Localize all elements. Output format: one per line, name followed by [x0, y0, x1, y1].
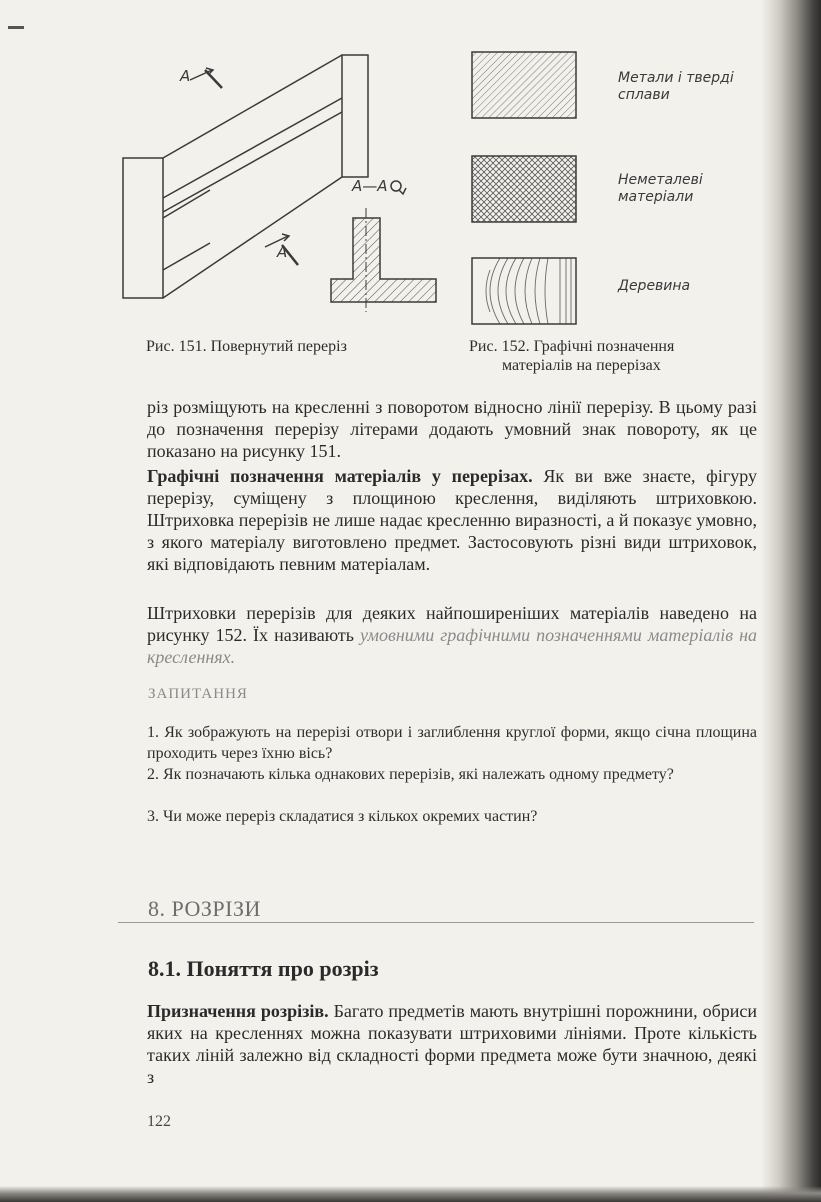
swatch-metals-label-line2: сплави: [618, 87, 670, 103]
paragraph-3-text: Штриховки перерізів для деяких найпоширеніших матеріалів наведено на рисунку 152. Їх називають: [147, 603, 757, 645]
question-2: 2. Як позначають кілька однакових перерізів, які належать одному предмету?: [147, 766, 674, 783]
corner-mark: [8, 26, 24, 29]
questions-heading: ЗАПИТАННЯ: [148, 686, 248, 702]
swatch-metals-label-line1: Метали і тверді: [618, 70, 734, 86]
section-paragraph-heading: Призначення розрізів.: [147, 1001, 329, 1021]
section-divider: [118, 922, 754, 923]
swatch-wood-label: Деревина: [618, 278, 691, 294]
paragraph-1: [147, 396, 757, 462]
paragraph-3: [147, 602, 757, 668]
subsection-title: 8.1. Поняття про розріз: [148, 956, 379, 981]
section-paragraph: [147, 1000, 757, 1088]
section-designation: А—А: [352, 177, 388, 195]
page-number: 122: [147, 1113, 171, 1130]
question-3: 3. Чи може переріз складатися з кількох окремих частин?: [147, 808, 538, 825]
section-arrow-label-top: А: [180, 67, 191, 85]
paragraph-2: [147, 465, 757, 575]
figure-151-drawing: [110, 40, 450, 330]
question-1: 1. Як зображують на перерізі отвори і заглиблення круглої форми, якщо січна площина проходить через їхню вісь?: [147, 724, 757, 762]
paragraph-3-italic: умовними графічними позначеннями матеріалів на кресленнях.: [147, 625, 757, 667]
swatch-nonmetals-label-line2: матеріали: [618, 189, 694, 205]
paragraph-2-heading: Графічні позначення матеріалів у перерізах.: [147, 466, 533, 486]
book-spine-shadow: [761, 0, 821, 1202]
swatch-nonmetals: [472, 156, 576, 222]
swatch-wood: [472, 258, 576, 324]
paragraph-2-text: Як ви вже знаєте, фігуру перерізу, суміщену з площиною креслення, виділяють штриховкою. Штриховка перерізів не лише надає кресленню виразності, а й показує умовно, з якого матеріалу виготовлено предмет. Застосовують різні види штриховок, які відповідають певним матеріалам.: [147, 466, 757, 574]
swatch-metals: [472, 52, 576, 118]
paragraph-1-text: різ розміщують на кресленні з поворотом відносно лінії перерізу. В цьому разі до позначення перерізу літерами додають умовний знак повороту, як це показано на рисунку 151.: [147, 397, 757, 461]
figure-151-caption: Рис. 151. Повернутий переріз: [146, 338, 347, 355]
figure-152-caption-line2: матеріалів на перерізах: [502, 357, 661, 374]
page-bottom-edge: [0, 1186, 821, 1202]
section-paragraph-text: Багато предметів мають внутрішні порожнини, обриси яких на кресленнях можна показувати штриховими лініями. Проте кількість таких ліній залежно від складності форми предмета може бути значною, деякі з: [147, 1001, 757, 1087]
swatch-nonmetals-label-line1: Неметалеві: [618, 172, 703, 188]
section-arrow-label-bottom: А: [277, 243, 288, 261]
figure-152-caption-line1: Рис. 152. Графічні позначення: [469, 338, 675, 355]
section-title: 8. РОЗРІЗИ: [148, 896, 261, 921]
